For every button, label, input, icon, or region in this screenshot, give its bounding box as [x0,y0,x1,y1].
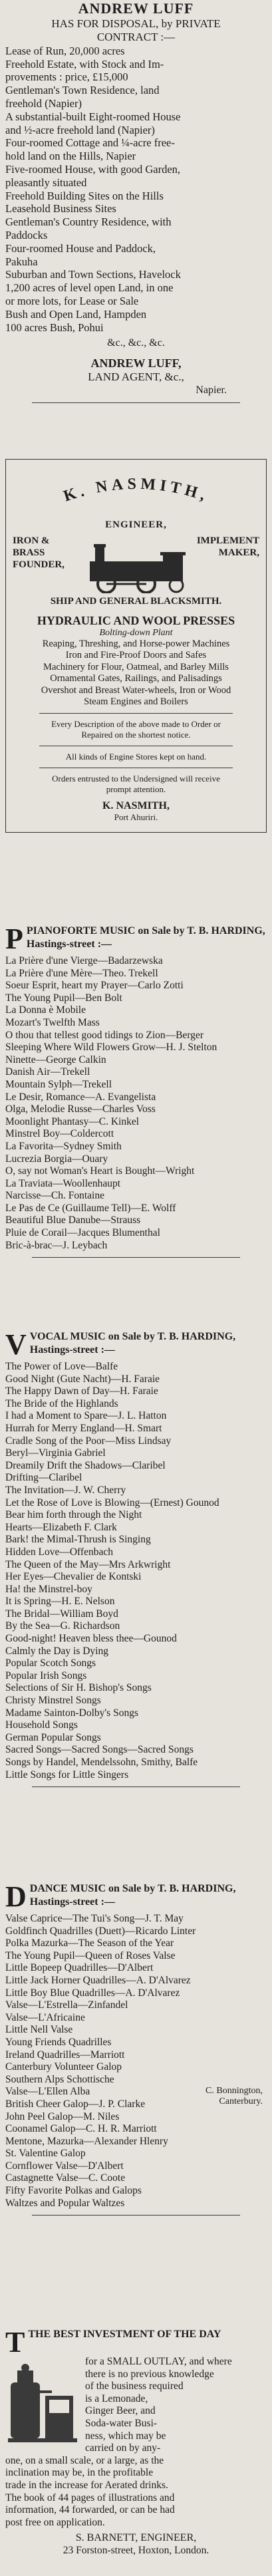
list-item: of the business required [85,2380,184,2392]
list-item: Reaping, Threshing, and Horse-power Machines [42,639,230,649]
list-item: Hurrah for Merry England—H. Smart [5,1422,162,1434]
dance-list [5,1913,267,2210]
nasmith-name-arc [23,470,249,517]
list-item: Popular Irish Songs [5,1669,87,1681]
list-item: Waltzes and Popular Waltzes [5,2197,125,2209]
list-item: Sacred Songs—Sacred Songs—Sacred Songs [5,1744,194,1756]
dance-side-1: C. Bonnington, [205,2086,263,2096]
nasmith-right-col [196,535,259,559]
list-item: Hidden Love—Offenbach [5,1546,113,1558]
left-line-2: FOUNDER, [13,559,65,570]
list-item: Freehold Building Sites on the Hills [5,189,164,202]
list-item: Mentone, Mazurka—Alexander Hlenry [5,2135,168,2147]
list-item: The Bridal—William Boyd [5,1608,118,1620]
list-item: German Popular Songs [5,1731,101,1743]
list-item: Danish Air—Trekell [5,1066,90,1078]
list-item: 100 acres Bush, Pohui [5,321,104,334]
list-item: Valse—L'Africaine [5,2011,85,2023]
list-item: Little Bopeep Quadrilles—D'Albert [5,1962,154,1974]
list-item: Leasehold Business Sites [5,202,116,215]
nasmith-hydraulic: HYDRAULIC AND WOOL PRESSES [37,614,235,627]
list-item: Beryl—Virginia Gabriel [5,1447,106,1459]
list-item: Valse Caprice—The Tui's Song—J. T. May [5,1913,184,1924]
list-item: Christy Minstrel Songs [5,1695,101,1707]
list-item: information, 44 forwarded, or can be had [5,2504,175,2516]
list-item: Le Pas de Ce (Guillaume Tell)—E. Wolff [5,1202,176,1214]
list-item: is a Lemonade, [85,2392,148,2404]
list-item: carried on by any- [85,2442,161,2454]
list-item: The Queen of the May—Mrs Arkwright [5,1558,171,1570]
dance-side-note [205,2086,263,2107]
divider [32,2215,240,2216]
list-item: Soda-water Busi- [85,2417,158,2429]
luff-place: Napier. [196,384,227,396]
list-item: there is no previous knowledge [85,2368,214,2380]
list-item: Goldfinch Quadrilles (Duett)—Ricardo Linter [5,1925,196,1937]
list-item: Mountain Sylph—Trekell [5,1078,112,1090]
barnett-dropcap: T [5,2326,25,2359]
list-item: Popular Scotch Songs [5,1657,96,1669]
list-item: Bear him forth through the Night [5,1509,142,1521]
list-item: Lucrezia Borgia—Ouary [5,1153,108,1165]
piano-list [5,955,267,1252]
list-item: Valse—L'Estrella—Zinfandel [5,1999,128,2011]
list-item: Little Songs for Little Singers [5,1769,129,1781]
list-item: Castagnette Valse—C. Coote [5,2172,126,2184]
nasmith-stock: All kinds of Engine Stores kept on hand. [65,752,207,762]
list-item: Southern Alps Schottische [5,2073,114,2085]
divider [32,1257,240,1258]
list-item: The Bride of the Highlands [5,1397,118,1409]
nasmith-banner [13,535,259,593]
list-item: Steam Engines and Boilers [84,696,188,707]
list-item: Madame Sainton-Dolby's Songs [5,1707,138,1719]
barnett-lead: THE BEST INVESTMENT OF THE DAY [28,2329,221,2340]
list-item: Valse—L'Ellen Alba [5,2086,90,2098]
list-item: Ninette—George Calkin [5,1054,106,1066]
steam-engine-icon [76,535,196,593]
nasmith-advertisement [5,459,267,833]
list-item: Le Desir, Romance—A. Evangelista [5,1091,156,1103]
list-item: Young Friends Quadrilles [5,2036,112,2048]
list-item: The Young Pupil—Ben Bolt [5,992,122,1004]
list-item: Pakuha [5,255,38,268]
list-item: The Invitation—J. W. Cherry [5,1484,126,1496]
list-item: Let the Rose of Love is Blowing—(Ernest) Gounod [5,1497,219,1508]
list-item: Bark! the Mimal-Thrush is Singing [5,1534,151,1546]
list-item: Ornamental Gates, Railings, and Palisadings [50,673,222,684]
list-item: Four-roomed Cottage and ¼-acre free- [5,136,175,150]
list-item: Fifty Favorite Polkas and Galops [5,2185,142,2197]
luff-list [5,45,267,335]
vocal-dropcap: V [5,1328,27,1361]
dance-advertisement [5,1882,267,2221]
list-item: I had a Moment to Spare—J. L. Hatton [5,1410,167,1422]
piano-dropcap: P [5,923,23,955]
list-item: Iron and Fire-Proof Doors and Safes [65,650,207,661]
list-item: Narcisse—Ch. Fontaine [5,1190,104,1202]
list-item: La Prière d'une Vierge—Badarzewska [5,955,163,966]
luff-intro-1: HAS FOR DISPOSAL, by PRIVATE [51,17,221,30]
list-item: Freehold Estate, with Stock and Im- [5,57,164,71]
list-item: Little Nell Valse [5,2024,73,2036]
nasmith-orders-1: Orders entrusted to the Undersigned will receive [52,774,220,784]
list-item: pleasantly situated [5,176,87,189]
luff-intro-2: CONTRACT :— [96,31,176,44]
list-item: Songs by Handel, Mendelssohn, Smithy, Balfe [5,1757,198,1768]
nasmith-desc-1: Every Description of the above made to Order or [51,719,221,730]
list-item: post free on application. [5,2516,105,2528]
list-item: trade in the increase for Aerated drinks. [5,2479,168,2491]
nasmith-place: Port Ahuriri. [114,812,158,823]
list-item: The Power of Love—Balfe [5,1361,118,1372]
list-item: A substantial-built Eight-roomed House [5,110,181,123]
list-item: Selections of Sir H. Bishop's Songs [5,1682,152,1694]
vocal-advertisement [5,1330,267,1792]
list-item: freehold (Napier) [5,96,82,110]
list-item: Machinery for Flour, Oatmeal, and Barley Mills [43,661,229,672]
svg-text:K. NASMITH, [61,476,211,505]
vocal-head-text: VOCAL MUSIC on Sale by T. B. HARDING, Hastings-street :— [29,1331,236,1356]
left-line-1: IRON & BRASS [13,535,50,558]
list-item: Four-roomed House and Paddock, [5,241,156,255]
luff-occupation: LAND AGENT, &c., [88,370,184,384]
list-item: Dreamily Drift the Shadows—Claribel [5,1459,166,1471]
list-item: Good Night (Gute Nacht)—H. Faraie [5,1373,160,1385]
list-item: 1,200 acres of level open Land, in one [5,281,174,295]
list-item: La Favorita—Sydney Smith [5,1140,122,1152]
nasmith-list [13,639,259,708]
list-item: It is Spring—H. E. Nelson [5,1596,115,1608]
list-item: Bric-à-brac—J. Leybach [5,1239,108,1251]
list-item: St. Valentine Galop [5,2148,86,2160]
list-item: Drifting—Claribel [5,1472,82,1484]
nasmith-left-col [13,535,76,571]
divider [39,713,233,714]
nasmith-seal-name: K. NASMITH, [61,475,211,505]
list-item: John Peel Galop—M. Niles [5,2110,120,2122]
luff-signature: ANDREW LUFF, [90,356,182,370]
list-item: O thou that tellest good tidings to Zion—Berger [5,1029,204,1041]
list-item: hold land on the Hills, Napier [5,150,136,163]
list-item: Bush and Open Land, Hampden [5,307,147,321]
list-item: Canterbury Volunteer Galop [5,2061,122,2073]
barnett-address: 23 Forston-street, Hoxton, London. [63,2544,209,2556]
barnett-header [5,2326,267,2359]
piano-head-text: PIANOFORTE MUSIC on Sale by T. B. HARDING, Hastings-street :— [26,925,265,950]
list-item: The Happy Dawn of Day—H. Faraie [5,1385,158,1397]
piano-header [5,923,267,955]
list-item: Minstrel Boy—Coldercott [5,1128,114,1140]
luff-etc: &c., &c., &c. [107,337,165,349]
right-line-2: MAKER, [218,547,259,558]
list-item: La Donna è Mobile [5,1004,86,1016]
vocal-list [5,1361,267,1781]
list-item: Soeur Esprit, heart my Prayer—Carlo Zotti [5,980,184,992]
list-item: provements : price, £15,000 [5,71,128,84]
list-item: Cornflower Valse—D'Albert [5,2160,124,2172]
barnett-signature: S. BARNETT, ENGINEER, [75,2532,197,2544]
divider [32,402,240,403]
list-item: Coonamel Galop—C. H. R. Marriott [5,2123,157,2135]
list-item: inclination may be, in the profitable [5,2467,154,2479]
list-item: La Prière d'une Mère—Theo. Trekell [5,967,158,979]
nasmith-occupation: ENGINEER, [105,519,167,530]
nasmith-orders-2: prompt attention. [106,784,166,795]
list-item: Ginger Beer, and [85,2405,156,2417]
list-item: or more lots, for Lease or Sale [5,294,139,307]
vocal-header [5,1328,267,1361]
list-item: for a SMALL OUTLAY, and where [85,2356,232,2367]
list-item: O, say not Woman's Heart is Bought—Wright [5,1165,195,1177]
dance-head-text: DANCE MUSIC on Sale by T. B. HARDING, Hastings-street :— [29,1883,236,1908]
list-item: Lease of Run, 20,000 acres [5,44,125,57]
dance-dropcap: D [5,1880,27,1913]
list-item: Paddocks [5,228,48,241]
nasmith-ship-line: SHIP AND GENERAL BLACKSMITH. [50,596,222,607]
list-item: Hearts—Elizabeth F. Clark [5,1521,117,1533]
list-item: Good-night! Heaven bless thee—Gounod [5,1633,177,1645]
list-item: Polka Mazurka—The Season of the Year [5,1937,174,1949]
list-item: one, on a small scale, or a large, as the [5,2454,164,2466]
list-item: Five-roomed House, with good Garden, [5,162,181,176]
list-item: Overshot and Breast Water-wheels, Iron or Wood [41,684,231,696]
list-item: Mozart's Twelfth Mass [5,1016,100,1028]
list-item: Ireland Quadrilles—Marriott [5,2049,125,2061]
list-item: Calmly the Day is Dying [5,1645,108,1657]
luff-title: ANDREW LUFF [78,0,194,17]
list-item: Little Boy Blue Quadrilles—A. D'Alvarez [5,1987,180,1999]
list-item: Gentleman's Country Residence, with [5,215,172,229]
luff-advertisement [5,0,267,408]
list-item: Household Songs [5,1719,78,1731]
list-item: Pluie de Corail—Jacques Blumenthal [5,1227,160,1239]
nasmith-bolting: Bolting-down Plant [99,628,173,638]
list-item: Little Jack Horner Quadrilles—A. D'Alvarez [5,1974,191,1986]
list-item: Olga, Melodie Russe—Charles Voss [5,1103,156,1115]
nasmith-signature: K. NASMITH, [102,800,170,812]
pianoforte-advertisement [5,925,267,1263]
list-item: Her Eyes—Chevalier de Kontski [5,1571,142,1583]
barnett-advertisement [5,2328,267,2557]
list-item: British Cheer Galop—J. P. Clarke [5,2098,146,2110]
list-item: The Young Pupil—Queen of Roses Valse [5,1949,176,1961]
list-item: and ½-acre freehold land (Napier) [5,123,155,136]
list-item: Beautiful Blue Danube—Strauss [5,1215,141,1226]
dance-side-2: Canterbury. [219,2096,263,2106]
list-item: Cradle Song of the Poor—Miss Lindsay [5,1435,172,1447]
list-item: Sleeping Where Wild Flowers Grow—H. J. Stelton [5,1042,217,1054]
right-line-1: IMPLEMENT [196,535,259,546]
list-item: La Traviata—Woollenhaupt [5,1177,121,1189]
list-item: Ha! the Minstrel-boy [5,1583,92,1595]
list-item: By the Sea—G. Richardson [5,1620,120,1632]
nasmith-desc-2: Repaired on the shortest notice. [81,730,191,740]
list-item: Suburban and Town Sections, Havelock [5,268,181,281]
dance-header [5,1880,267,1913]
list-item: Moonlight Phantasy—C. Kinkel [5,1115,140,1127]
aerated-water-machine-icon [5,2359,80,2445]
list-item: The book of 44 pages of illustrations and [5,2492,175,2504]
list-item: ness, which may be [85,2430,166,2442]
list-item: Gentleman's Town Residence, land [5,84,160,97]
